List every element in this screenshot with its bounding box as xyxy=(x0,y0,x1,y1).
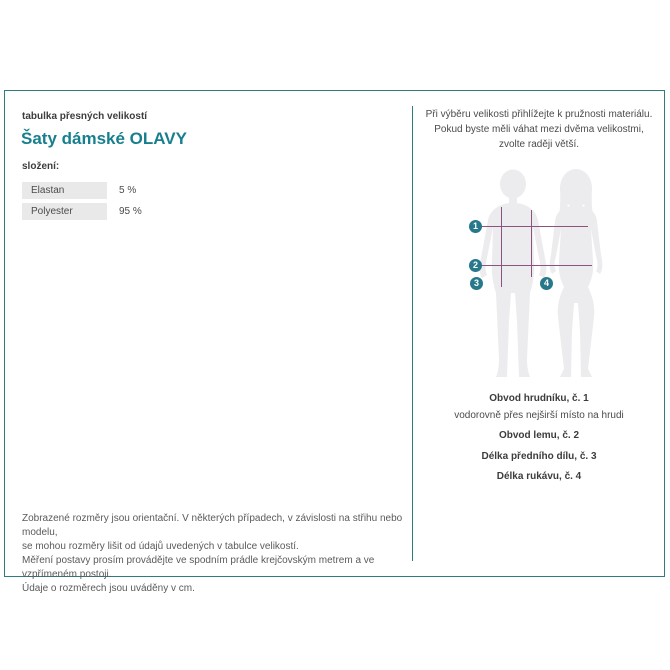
measurement-label: Délka předního dílu, č. 3 xyxy=(481,451,597,462)
page-title: Šaty dámské OLAVY xyxy=(21,129,187,148)
measurement-diagram xyxy=(413,161,666,391)
table-row xyxy=(22,203,242,220)
material-value: 5 % xyxy=(119,185,137,196)
silhouettes-graphic xyxy=(413,161,666,391)
advice-line: zvolte raději větší. xyxy=(498,139,580,150)
measurement-labels xyxy=(413,387,665,492)
measurement-label: Obvod hrudníku, č. 1 xyxy=(489,393,589,404)
material-label: Elastan xyxy=(22,182,107,199)
advice-line: Při výběru velikosti přihlížejte k pružnosti materiálu. xyxy=(425,109,653,120)
disclaimer-line: Zobrazené rozměry jsou orientační. V některých případech, v závislosti na střihu nebo modelu, xyxy=(22,513,403,538)
marker-4: 4 xyxy=(540,277,553,290)
composition-heading: složení: xyxy=(22,161,60,172)
marker-1: 1 xyxy=(469,220,482,233)
measurement-label: Délka rukávu, č. 4 xyxy=(496,471,582,482)
composition-table xyxy=(22,182,242,224)
measurement-label: Obvod lemu, č. 2 xyxy=(498,430,580,441)
disclaimer-line: se mohou rozměry lišit od údajů uvedených v tabulce velikostí. xyxy=(22,541,299,552)
disclaimer-line: Měření postavy prosím provádějte ve spodním prádle krejčovským metrem a ve vzpřímeném postoji. xyxy=(22,555,375,580)
marker-2: 2 xyxy=(469,259,482,272)
table-row xyxy=(22,182,242,199)
size-chart-frame xyxy=(4,90,665,594)
disclaimer-line: Údaje o rozměrech jsou uváděny v cm. xyxy=(22,583,195,594)
disclaimer-text xyxy=(22,512,407,596)
measurement-label-sub: vodorovně přes nejširší místo na hrudi xyxy=(454,410,624,421)
female-silhouette xyxy=(550,169,603,377)
male-silhouette xyxy=(480,170,547,378)
size-advice-text xyxy=(413,107,665,152)
advice-line: Pokud byste měli váhat mezi dvěma velikostmi, xyxy=(434,124,644,135)
marker-3: 3 xyxy=(470,277,483,290)
table-subtitle: tabulka přesných velikostí xyxy=(22,111,148,122)
material-label: Polyester xyxy=(22,203,107,220)
material-value: 95 % xyxy=(119,206,142,217)
